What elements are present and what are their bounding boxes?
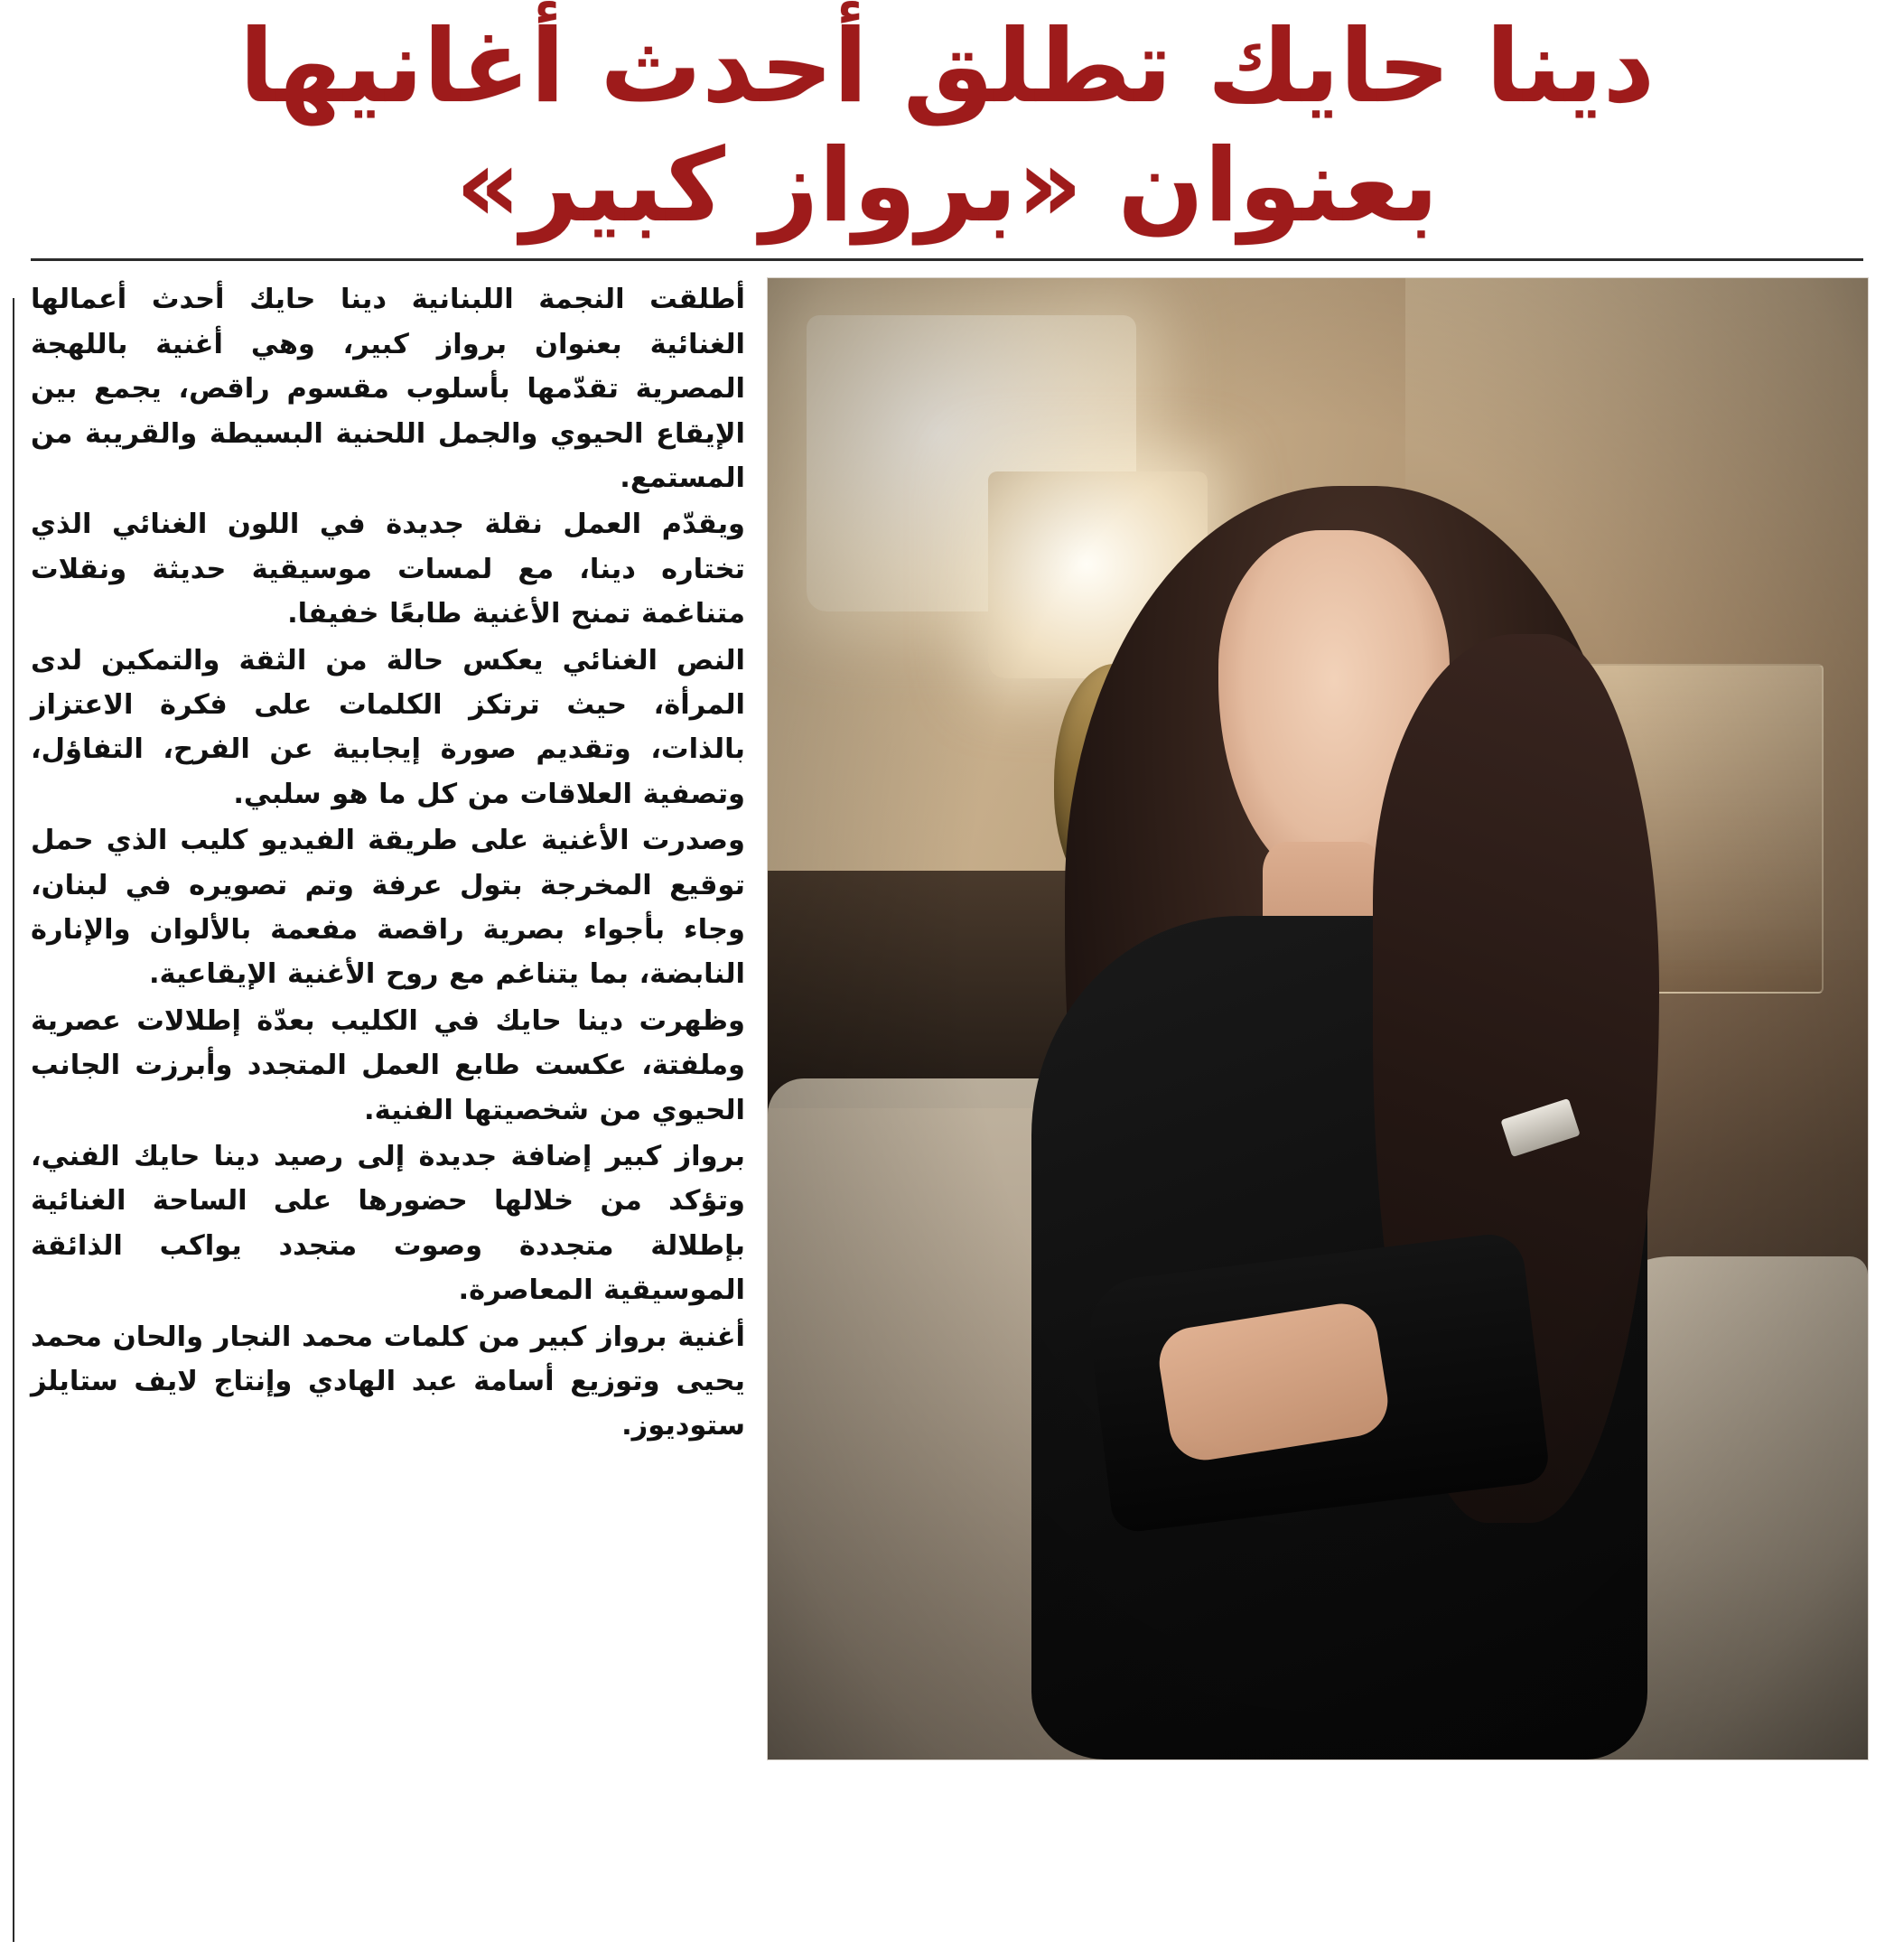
article-photo xyxy=(767,277,1869,1760)
headline-line-1: دينا حايك تطلق أحدث أغانيها xyxy=(238,8,1656,126)
article-paragraph: وصدرت الأغنية على طريقة الفيديو كليب الذي حمل توقيع المخرجة بتول عرفة وتم تصويره في لبنان، وجاء بأجواء بصرية راقصة مفعمة بالألوان والإنارة النابضة، بما يتناغم مع روح الأغنية الإيقاعية. xyxy=(31,825,745,991)
page-title xyxy=(25,0,1869,249)
article-paragraph: برواز كبير إضافة جديدة إلى رصيد دينا حايك الفني، وتؤكد من خلالها حضورها على الساحة الغنائية بإطلالة متجددة وصوت متجدد يواكب الذائقة الموسيقية المعاصرة. xyxy=(31,1141,745,1307)
left-vertical-rule xyxy=(13,298,14,1942)
header-divider xyxy=(31,258,1863,261)
article-text-column xyxy=(25,277,745,1451)
photo-vignette xyxy=(768,278,1868,1759)
article-paragraph: ويقدّم العمل نقلة جديدة في اللون الغنائي الذي تختاره دينا، مع لمسات موسيقية حديثة ونقلات متناغمة تمنح الأغنية طابعًا خفيفا. xyxy=(31,509,745,630)
article-paragraph: النص الغنائي يعكس حالة من الثقة والتمكين لدى المرأة، حيث ترتكز الكلمات على فكرة الاعتزاز بالذات، وتقديم صورة إيجابية عن الفرح، التفاؤل، وتصفية العلاقات من كل ما هو سلبي. xyxy=(31,644,745,810)
article-paragraph: وظهرت دينا حايك في الكليب بعدّة إطلالات عصرية وملفتة، عكست طابع العمل المتجدد وأبرزت الجانب الحيوي من شخصيتها الفنية. xyxy=(31,1004,745,1126)
article-paragraph: أطلقت النجمة اللبنانية دينا حايك أحدث أعمالها الغنائية بعنوان برواز كبير، وهي أغنية باللهجة المصرية تقدّمها بأسلوب مقسوم راقص، يجمع بين الإيقاع الحيوي والجمل اللحنية البسيطة والقريبة من المستمع. xyxy=(31,284,745,494)
article-body xyxy=(25,277,1869,1760)
headline-line-2: بعنوان «برواز كبير» xyxy=(455,127,1439,246)
article-photo-column xyxy=(769,277,1869,1760)
article-paragraph: أغنية برواز كبير من كلمات محمد النجار والحان محمد يحيى وتوزيع أسامة عبد الهادي وإنتاج لايف ستايلز ستوديوز. xyxy=(31,1321,745,1442)
